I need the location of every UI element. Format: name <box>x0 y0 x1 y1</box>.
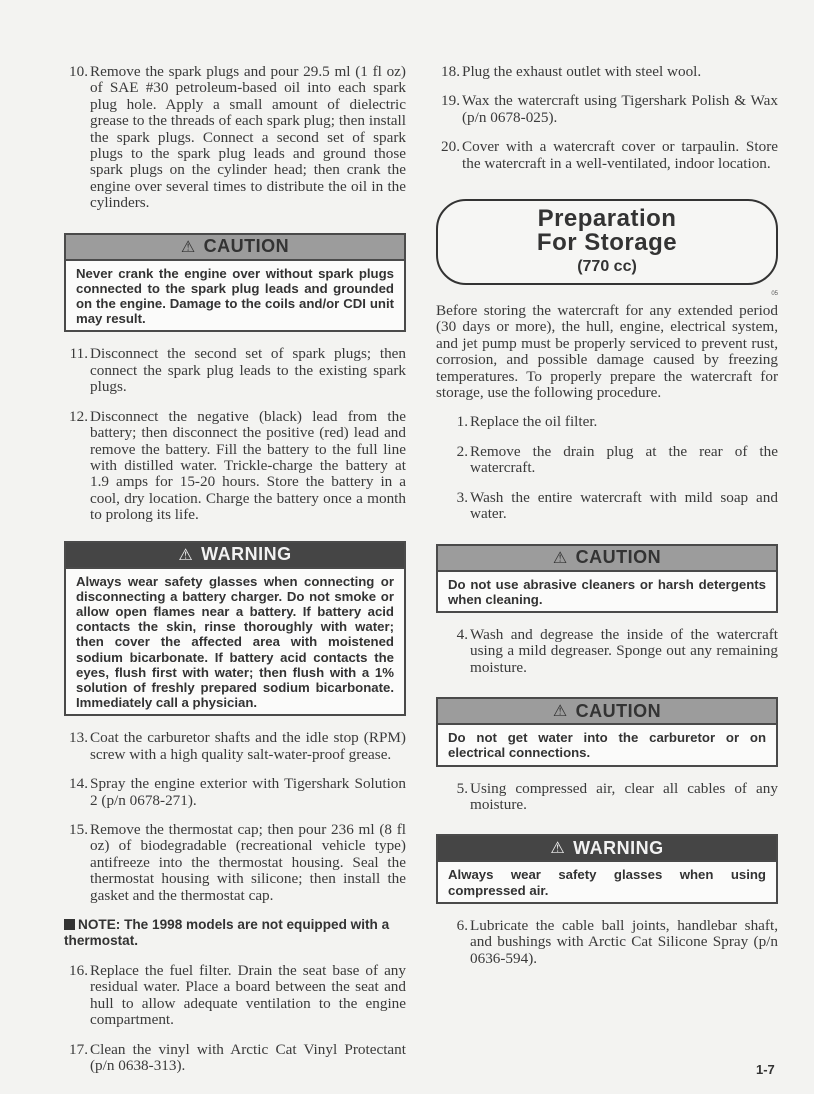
note-thermostat <box>64 917 406 949</box>
caution-label: CAUTION <box>575 547 662 567</box>
caution-header <box>438 699 776 725</box>
step-15 <box>64 822 406 904</box>
figure-code: 05 <box>771 291 778 298</box>
step-10 <box>64 64 406 212</box>
left-column <box>64 64 406 1087</box>
caution-header <box>438 546 776 572</box>
warning-triangle-icon: ⚠ <box>180 238 196 256</box>
caution-text: Never crank the engine over without spark plugs connected to the spark plug leads and grounded on the engine. Damage to the coils and/or CDI unit may result. <box>76 265 394 327</box>
warning-box-compressed-air <box>436 834 778 903</box>
caution-label: CAUTION <box>575 700 662 721</box>
step-text: Wash the entire watercraft with mild soap and water. <box>470 488 778 523</box>
step-17 <box>64 1042 406 1075</box>
step-number: 18. <box>441 63 460 80</box>
warning-label: WARNING <box>201 544 292 565</box>
step-text: Remove the drain plug at the rear of the watercraft. <box>470 442 778 477</box>
warning-triangle-icon: ⚠ <box>178 546 194 564</box>
step-13 <box>64 730 406 763</box>
warning-text: Always wear safety glasses when using compressed air. <box>448 867 766 898</box>
step-19 <box>436 93 778 126</box>
warning-text: Always wear safety glasses when connecting or disconnecting a battery charger. Do not smoke or allow open flames near a battery. If battery acid contacts the skin, rinse thoroughly with water; then cover the affected area with moistened sodium bicarbonate. If battery acid contacts the eyes, flush first with water; then flush with a 1% solution of freshly prepared sodium bicarbonate. Immediately call a physician. <box>76 573 394 711</box>
step-number: 17. <box>69 1040 88 1058</box>
step-text: Remove the spark plugs and pour 29.5 ml (1 fl oz) of SAE #30 petroleum-based oil into each spark plug hole. Apply a small amount of dielectric grease to the threads of each spark plug; then install the spark plugs. Connect a second set of spark plugs to the spark plug leads and ground those spark plugs on the cylinder head; then crank the engine over several times to distribute the oil in the cylinders. <box>90 63 406 212</box>
step-text: Replace the fuel filter. Drain the seat base of any residual water. Place a board between the seat and hull to allow adequate ventilation to the engine compartment. <box>90 962 406 1029</box>
step-number: 16. <box>69 962 88 980</box>
warning-label: WARNING <box>573 837 664 858</box>
step-20 <box>436 139 778 172</box>
step-text: Spray the engine exterior with Tigershark Solution 2 (p/n 0678-271). <box>90 775 406 809</box>
section-title-box <box>436 199 778 285</box>
note-square-icon <box>64 919 75 930</box>
step-number: 20. <box>441 138 460 156</box>
step-text: Wash and degrease the inside of the watercraft using a mild degreaser. Sponge out any remaining moisture. <box>470 625 778 676</box>
caution-header <box>66 235 404 261</box>
step-number: 12. <box>69 407 88 425</box>
section-subtitle: (770 cc) <box>577 258 637 276</box>
step-text: Using compressed air, clear all cables of any moisture. <box>470 779 778 813</box>
warning-header <box>438 836 776 862</box>
step-18 <box>436 64 778 80</box>
storage-step-4 <box>444 627 778 676</box>
step-text: Clean the vinyl with Arctic Cat Vinyl Protectant (p/n 0638-313). <box>90 1040 406 1075</box>
step-number: 13. <box>69 729 88 747</box>
step-number: 10. <box>69 63 88 80</box>
storage-step-2 <box>444 444 778 477</box>
step-text: Disconnect the second set of spark plugs; then connect the spark plug leads to the existing spark plugs. <box>90 345 406 396</box>
step-text: Coat the carburetor shafts and the idle stop (RPM) screw with a high quality salt-water-proof grease. <box>90 729 406 763</box>
step-number: 4. <box>456 625 468 643</box>
caution-box-cleaners <box>436 544 778 613</box>
intro-paragraph: Before storing the watercraft for any extended period (30 days or more), the hull, engine, electrical system, and jet pump must be properly serviced to prevent rust, corrosion, and possible damage caused by freezing temperatures. To properly prepare the watercraft for storage, use the following procedure. <box>436 302 778 402</box>
section-title-line1: Preparation <box>537 205 677 233</box>
step-number: 15. <box>69 820 88 838</box>
storage-step-1 <box>444 414 778 430</box>
caution-box-spark-plugs <box>64 233 406 333</box>
warning-box-battery <box>64 541 406 717</box>
step-16 <box>64 963 406 1029</box>
step-text: Wax the watercraft using Tigershark Polish & Wax (p/n 0678-025). <box>462 92 778 126</box>
warning-triangle-icon: ⚠ <box>550 840 566 858</box>
step-number: 6. <box>456 916 468 934</box>
right-column <box>436 64 778 980</box>
step-text: Replace the oil filter. <box>470 413 598 431</box>
warning-triangle-icon: ⚠ <box>552 703 568 721</box>
step-12 <box>64 409 406 524</box>
step-number: 3. <box>456 488 468 506</box>
page-number: 1-7 <box>756 1062 775 1077</box>
step-number: 14. <box>69 775 88 793</box>
step-number: 19. <box>441 92 460 110</box>
caution-text: Do not use abrasive cleaners or harsh detergents when cleaning. <box>448 576 766 607</box>
warning-header <box>66 543 404 569</box>
step-text: Remove the thermostat cap; then pour 236 ml (8 fl oz) of biodegradable (recreational vehicle type) antifreeze into the thermostat housing. Seal the thermostat housing with silicone; then install the gasket and the thermostat cap. <box>90 820 406 904</box>
caution-box-carburetor <box>436 697 778 766</box>
storage-step-3 <box>444 490 778 523</box>
step-14 <box>64 776 406 809</box>
note-text: NOTE: The 1998 models are not equipped with a thermostat. <box>64 917 390 949</box>
section-title-line2: For Storage <box>536 229 678 257</box>
caution-label: CAUTION <box>203 236 290 257</box>
step-text: Cover with a watercraft cover or tarpaulin. Store the watercraft in a well-ventilated, indoor location. <box>462 138 778 172</box>
step-11 <box>64 346 406 395</box>
step-number: 1. <box>456 413 468 431</box>
step-number: 11. <box>69 345 88 363</box>
step-number: 2. <box>456 442 468 460</box>
step-text: Lubricate the cable ball joints, handlebar shaft, and bushings with Arctic Cat Silicone Spray (p/n 0636-594). <box>470 916 778 967</box>
caution-text: Do not get water into the carburetor or on electrical connections. <box>448 730 766 761</box>
step-text: Disconnect the negative (black) lead from the battery; then disconnect the positive (red) lead and remove the battery. Fill the battery to the full line with distilled water. Trickle-charge the battery at 1.9 amps for 15-20 hours. Store the battery in a cool, dry location. Charge the battery once a month to prolong its life. <box>90 407 406 524</box>
storage-step-6 <box>444 918 778 967</box>
step-text: Plug the exhaust outlet with steel wool. <box>462 63 702 80</box>
storage-step-5 <box>444 781 778 814</box>
warning-triangle-icon: ⚠ <box>552 549 568 567</box>
step-number: 5. <box>456 779 468 797</box>
